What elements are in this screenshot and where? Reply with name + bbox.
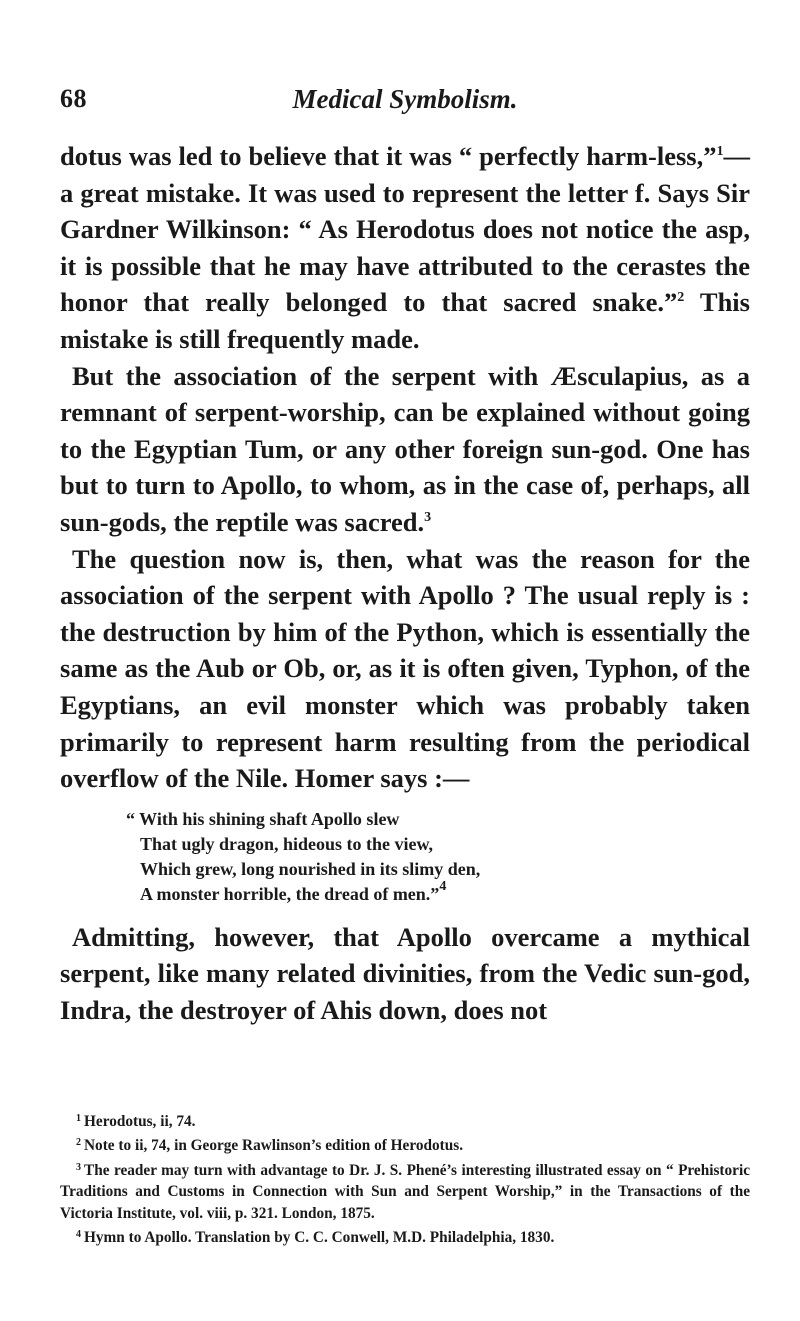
paragraph-1-text-c: This mistake is still frequently made. bbox=[60, 287, 750, 354]
footnotes bbox=[60, 1108, 750, 1248]
footnote-text: Herodotus, ii, 74. bbox=[84, 1113, 196, 1130]
footnote-mark: 4 bbox=[76, 1229, 81, 1241]
verse-line: That ugly dragon, hideous to the view, bbox=[140, 833, 434, 854]
footnote-text: Hymn to Apollo. Translation by C. C. Conwell, M.D. Philadelphia, 1830. bbox=[84, 1229, 555, 1247]
verse-line-text: A monster horrible, the dread of men.” bbox=[140, 883, 440, 904]
verse-line: “ With his shining shaft Apollo slew bbox=[126, 808, 400, 829]
footnote-1 bbox=[60, 1108, 750, 1132]
verse-line: Which grew, long nourished in its slimy den, bbox=[140, 858, 481, 879]
footnote-ref-1: 1 bbox=[716, 144, 724, 159]
paragraph-3: The question now is, then, what was the reason for the association of the serpent with Apollo ? The usual reply is : the destruction by him of the Python, which is essentially the same as the Aub or Ob, or, as it is often given, Typhon, of the Egyptians, an evil monster which was probably taken primarily to represent harm resulting from the periodical overflow of the Nile. Homer says :— bbox=[60, 543, 750, 794]
footnote-4 bbox=[60, 1224, 750, 1248]
footnote-2 bbox=[60, 1132, 750, 1156]
body-text bbox=[60, 138, 750, 1028]
footnote-mark: 3 bbox=[76, 1161, 81, 1173]
paragraph-2 bbox=[60, 358, 750, 541]
footnote-ref-3: 3 bbox=[424, 509, 432, 525]
running-head bbox=[60, 84, 750, 114]
paragraph-1 bbox=[60, 138, 750, 358]
footnote-ref-4: 4 bbox=[439, 878, 447, 894]
verse-quotation bbox=[126, 807, 750, 907]
running-title: Medical Symbolism. bbox=[292, 84, 518, 114]
footnote-ref-2: 2 bbox=[677, 290, 685, 306]
paragraph-4: Admitting, however, that Apollo overcame a mythical serpent, like many related divinities, from the Vedic sun-god, Indra, the destroyer of Ahis down, does not bbox=[60, 921, 750, 1025]
footnote-3 bbox=[60, 1157, 750, 1224]
paragraph-1-text-b: —a great mistake. It was used to represent the letter f. Says Sir Gardner Wilkinson: “ As Herodotus does not notice the asp, it is possible that he may have attributed to the cerastes the honor that really belonged to that sacred snake.” bbox=[60, 141, 750, 318]
footnote-mark: 1 bbox=[76, 1113, 81, 1124]
paragraph-1-text-a: dotus was led to believe that it was “ perfectly harm-less,” bbox=[60, 141, 717, 171]
footnote-text: Note to ii, 74, in George Rawlinson’s edition of Herodotus. bbox=[84, 1137, 464, 1155]
page-number: 68 bbox=[60, 84, 87, 113]
verse-line bbox=[140, 878, 750, 907]
footnote-text: The reader may turn with advantage to Dr. J. S. Phené’s interesting illustrated essay on “ Prehistoric Traditions and Customs in Connection with Sun and Serpent Worship,” in the Transactions of the Victoria Institute, vol. viii, p. 321. London, 1875. bbox=[60, 1161, 750, 1222]
paragraph-2-text: But the association of the serpent with Æsculapius, as a remnant of serpent-worship, can be explained without going to the Egyptian Tum, or any other foreign sun-god. One has but to turn to Apollo, to whom, as in the case of, perhaps, all sun-gods, the reptile was sacred. bbox=[60, 360, 750, 537]
footnote-mark: 2 bbox=[76, 1137, 81, 1149]
